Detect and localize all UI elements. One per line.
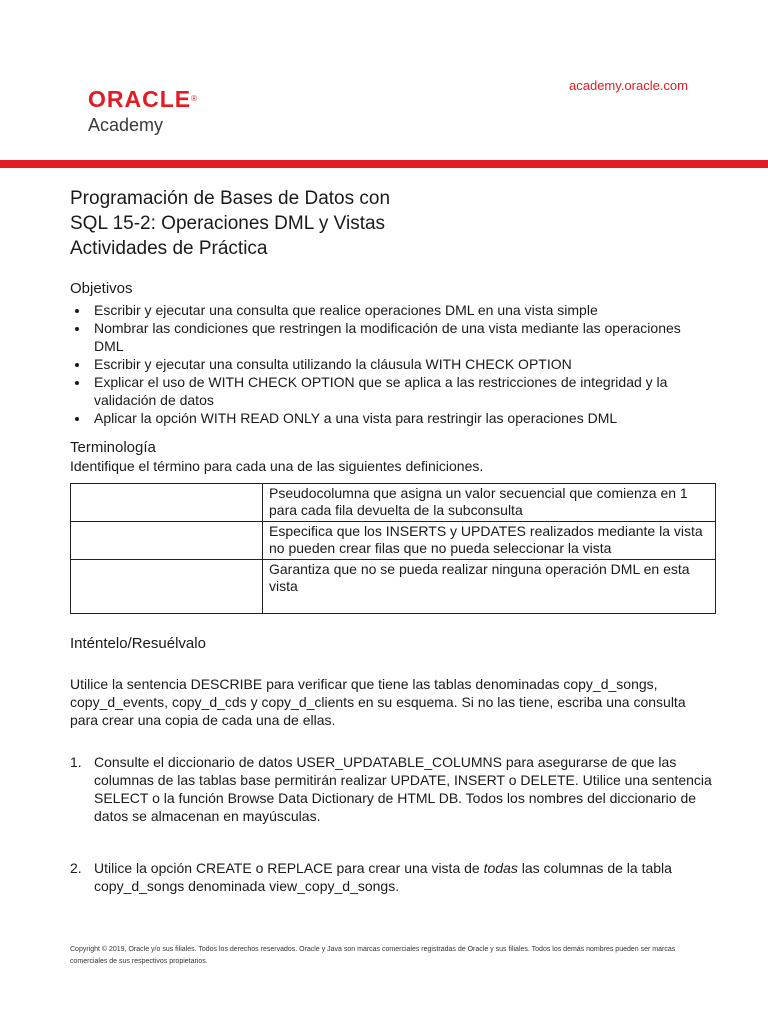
term-input-cell[interactable] <box>71 484 263 522</box>
table-row <box>71 522 716 560</box>
objective-item: • Escribir y ejecutar una consulta utilizando la cláusula WITH CHECK OPTION <box>90 355 712 373</box>
definition-cell: Pseudocolumna que asigna un valor secuencial que comienza en 1 para cada fila devuelta de la subconsulta <box>263 484 716 522</box>
step-item <box>70 859 712 895</box>
logo-brand: ORACLE® <box>88 86 199 112</box>
table-row <box>71 484 716 522</box>
objective-item: • Explicar el uso de WITH CHECK OPTION que se aplica a las restricciones de integridad y la validación de datos <box>90 373 712 409</box>
title-line: Actividades de Práctica <box>70 238 268 259</box>
oracle-academy-logo <box>88 86 198 136</box>
step-number: 2. <box>70 860 82 876</box>
emphasis: todas <box>483 860 518 876</box>
copyright-footer: Copyright © 2019, Oracle y/o sus filiales. Todos los derechos reservados. Oracle y Java son marcas comerciales registradas de Oracle y sus filiales. Todos los demás nombres pueden ser marcas comerciales de sus respectivos propietarios. <box>70 946 676 965</box>
step-text: Utilice la opción CREATE o REPLACE para crear una vista de todas las columnas de la tabla copy_d_songs denominada view_copy_d_songs. <box>94 860 672 894</box>
objective-item: • Aplicar la opción WITH READ ONLY a una vista para restringir las operaciones DML <box>90 409 712 427</box>
term-input-cell[interactable] <box>71 522 263 560</box>
try-it-heading: Inténtelo/Resuélvalo <box>70 635 206 652</box>
objectives-heading: Objetivos <box>70 280 133 297</box>
terminology-intro: Identifique el término para cada una de las siguientes definiciones. <box>70 458 484 474</box>
document-body <box>70 186 712 895</box>
table-row <box>71 560 716 614</box>
logo-sub: Academy <box>88 115 164 135</box>
definition-cell: Especifica que los INSERTS y UPDATES realizados mediante la vista no pueden crear filas que no pueda seleccionar la vista <box>263 522 716 560</box>
definition-cell: Garantiza que no se pueda realizar ninguna operación DML en esta vista <box>263 560 716 614</box>
terminology-heading: Terminología <box>70 439 156 456</box>
step-text: Consulte el diccionario de datos USER_UPDATABLE_COLUMNS para asegurarse de que las columnas de las tablas base permitirán realizar UPDATE, INSERT o DELETE. Utilice una sentencia SELECT o la función Browse Data Dictionary de HTML DB. Todos los nombres del diccionario de datos se almacenan en mayúsculas. <box>94 754 712 824</box>
term-input-cell[interactable] <box>71 560 263 614</box>
page-title <box>70 186 712 261</box>
title-line: SQL 15-2: Operaciones DML y Vistas <box>70 213 386 234</box>
step-item <box>70 753 712 825</box>
steps-list <box>70 753 712 895</box>
objective-item: • Escribir y ejecutar una consulta que realice operaciones DML en una vista simple <box>90 301 712 319</box>
terminology-table <box>70 483 716 614</box>
header-divider <box>0 160 768 168</box>
step-number: 1. <box>70 754 82 770</box>
objective-item: • Nombrar las condiciones que restringen la modificación de una vista mediante las operaciones DML <box>90 319 712 355</box>
academy-site-link[interactable]: academy.oracle.com <box>569 78 688 93</box>
objectives-list <box>70 301 712 427</box>
title-line: Programación de Bases de Datos con <box>70 188 391 209</box>
try-it-intro: Utilice la sentencia DESCRIBE para verificar que tiene las tablas denominadas copy_d_songs, copy_d_events, copy_d_cds y copy_d_clients en su esquema. Si no las tiene, escriba una consulta para crear una copia de cada una de ellas. <box>70 676 686 728</box>
page-header <box>0 0 768 160</box>
